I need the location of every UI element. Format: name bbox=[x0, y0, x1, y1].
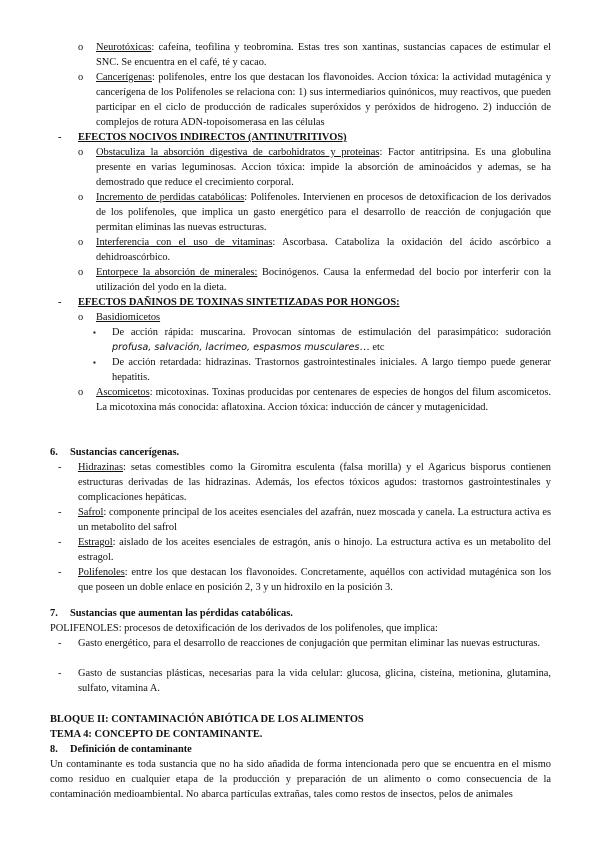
list-marker: - bbox=[58, 668, 62, 679]
list-marker: o bbox=[78, 267, 84, 278]
list-item-obstaculiza: Obstaculiza la absorción digestiva de carbohidratos y proteinas: Factor antitripsina. Es una globulina presente en varias leguminosas. Accion tóxica: impide la absorción de aminoácidos y ademas, se ha demostrado que reduce el crecimiento corporal. bbox=[96, 147, 551, 188]
list-marker: - bbox=[58, 537, 62, 548]
list-item-hidrazinas: Hidrazinas: setas comestibles como la Giromitra esculenta (falsa morilla) y el Agaricus bisporus contienen estructuras derivadas de las hidrazinas. Además, los efectos tóxicos agudos: trastornos gastrointestinales y complicaciones hepáticas. bbox=[78, 462, 551, 503]
term: Cancerígenas bbox=[96, 72, 152, 83]
section-title: Definición de contaminante bbox=[70, 744, 192, 755]
list-item-accion-retardada: De acción retardada: hidrazinas. Trastornos gastrointestinales iniciales. A largo tiempo puede generar hepatitis. bbox=[112, 357, 551, 383]
list-item-cancerigenas: Cancerígenas: polifenoles, entre los que destacan los flavonoides. Accion tóxica: la actividad mutagénica y cancerígena de los Polifenoles se relaciona con: 1) sus intermediarios quinónicos, muy reactivos, que pueden participar en el ciclo de producción de radicales superóxidos y peróxidos de hidrogeno. 2) inducción de complejos de rotura ADN-topoisomerasa en las células bbox=[96, 72, 551, 128]
block-heading: BLOQUE II: CONTAMINACIÓN ABIÓTICA DE LOS ALIMENTOS bbox=[50, 714, 364, 725]
term: Safrol bbox=[78, 507, 104, 518]
term: Hidrazinas bbox=[78, 462, 124, 473]
list-item-neurotoxicas: Neurotóxicas: cafeína, teofilina y teobromina. Estas tres son xantinas, sustancias capaces de estimular el SNC. Se encuentra en el café, té y cacao. bbox=[96, 42, 551, 68]
paragraph-polifenoles-intro: POLIFENOLES: procesos de detoxificación de los derivados de los polifenoles, que implica: bbox=[50, 623, 438, 634]
list-marker: ▪ bbox=[93, 358, 96, 367]
section-title: Sustancias que aumentan las pérdidas catabólicas. bbox=[70, 608, 293, 619]
list-item-basidiomicetos: Basidiomicetos bbox=[96, 312, 161, 323]
term: Estragol bbox=[78, 537, 113, 548]
list-marker: - bbox=[58, 507, 62, 518]
list-item-estragol: Estragol: aislado de los aceites esenciales de estragón, anís o hinojo. La estructura activa es un metabolito del estragol. bbox=[78, 537, 551, 563]
list-marker: - bbox=[58, 638, 62, 649]
list-item-ascomicetos: Ascomicetos: micotoxinas. Toxinas producidas por centenares de especies de hongos del filum ascomicetos. La micotoxina más conocida: aflatoxina. Accion tóxica: inducción de cáncer y mutagenicidad. bbox=[96, 387, 551, 413]
list-marker: o bbox=[78, 192, 84, 203]
term: Obstaculiza la absorción digestiva de carbohidratos y proteinas bbox=[96, 147, 380, 158]
list-marker: o bbox=[78, 237, 84, 248]
topic-heading: TEMA 4: CONCEPTO DE CONTAMINANTE. bbox=[50, 729, 263, 740]
section-number: 6. bbox=[50, 447, 58, 458]
section-heading-fungi: EFECTOS DAÑINOS DE TOXINAS SINTETIZADAS POR HONGOS: bbox=[78, 297, 400, 308]
term: Ascomicetos bbox=[96, 387, 150, 398]
section-heading-indirect: EFECTOS NOCIVOS INDIRECTOS (ANTINUTRITIVOS) bbox=[78, 132, 347, 143]
list-item-safrol: Safrol: componente principal de los aceites esenciales del azafrán, nuez moscada y canela. La estructura activa es un metabolito del safrol bbox=[78, 507, 551, 533]
list-marker: o bbox=[78, 42, 84, 53]
section-number: 8. bbox=[50, 744, 58, 755]
term: Incremento de perdidas catabólicas bbox=[96, 192, 245, 203]
list-item-gasto-plasticas: Gasto de sustancias plásticas, necesarias para la vida celular: glucosa, glicina, cisteína, metionina, glutamina, sulfato, vitamina A. bbox=[78, 668, 551, 694]
term: Neurotóxicas bbox=[96, 42, 152, 53]
paragraph-definition: Un contaminante es toda sustancia que no ha sido añadida de forma intencionada pero que se encuentra en el mismo como residuo en cualquier etapa de la producción y preparación de un alimento o como consecuencia de la contaminación medioambiental. No abarca partículas extrañas, tales como restos de insectos, pelos de animales bbox=[50, 759, 551, 800]
list-marker: ▪ bbox=[93, 328, 96, 337]
section-title: Sustancias cancerígenas. bbox=[70, 447, 180, 458]
list-marker: o bbox=[78, 147, 84, 158]
term: Polifenoles bbox=[78, 567, 125, 578]
term: Interferencia con el uso de vitaminas bbox=[96, 237, 273, 248]
list-item-polifenoles: Polifenoles: entre los que destacan los flavonoides. Concretamente, aquéllos con actividad mutagénica son los que poseen un doble enlace en posición 2, 3 y un hidroxilo en la posición 3. bbox=[78, 567, 551, 593]
list-item-incremento: Incremento de perdidas catabólicas: Polifenoles. Intervienen en procesos de detoxificacion de los derivados de los polifenoles, que implica un gasto energético para el desarrollo de reacción de conjugación que permitan eliminas las nuevas estructuras. bbox=[96, 192, 551, 233]
list-marker: o bbox=[78, 387, 84, 398]
list-marker: - bbox=[58, 132, 62, 143]
list-marker: - bbox=[58, 297, 62, 308]
list-item-interferencia: Interferencia con el uso de vitaminas: Ascorbasa. Cataboliza la oxidación del ácido ascórbico a dehidroascórbico. bbox=[96, 237, 551, 263]
list-marker: - bbox=[58, 462, 62, 473]
list-item-entorpece: Entorpece la absorción de minerales: Bocinógenos. Causa la enfermedad del bocio por interferir con la utilización del yodo en la dieta. bbox=[96, 267, 551, 293]
handwritten-text: profusa, salvación, lacrimeo, espasmos musculares bbox=[112, 342, 360, 353]
list-marker: - bbox=[58, 567, 62, 578]
term: Entorpece la absorción de minerales: bbox=[96, 267, 258, 278]
list-item-accion-rapida: De acción rápida: muscarina. Provocan síntomas de estimulación del parasimpático: sudoración profusa, salvación, lacrimeo, espasmos musculares… etc bbox=[112, 327, 551, 353]
section-number: 7. bbox=[50, 608, 58, 619]
list-item-gasto-energetico: Gasto energético, para el desarrollo de reacciones de conjugación que permitan eliminar las nuevas estructuras. bbox=[78, 638, 541, 649]
list-marker: o bbox=[78, 312, 84, 323]
list-marker: o bbox=[78, 72, 84, 83]
